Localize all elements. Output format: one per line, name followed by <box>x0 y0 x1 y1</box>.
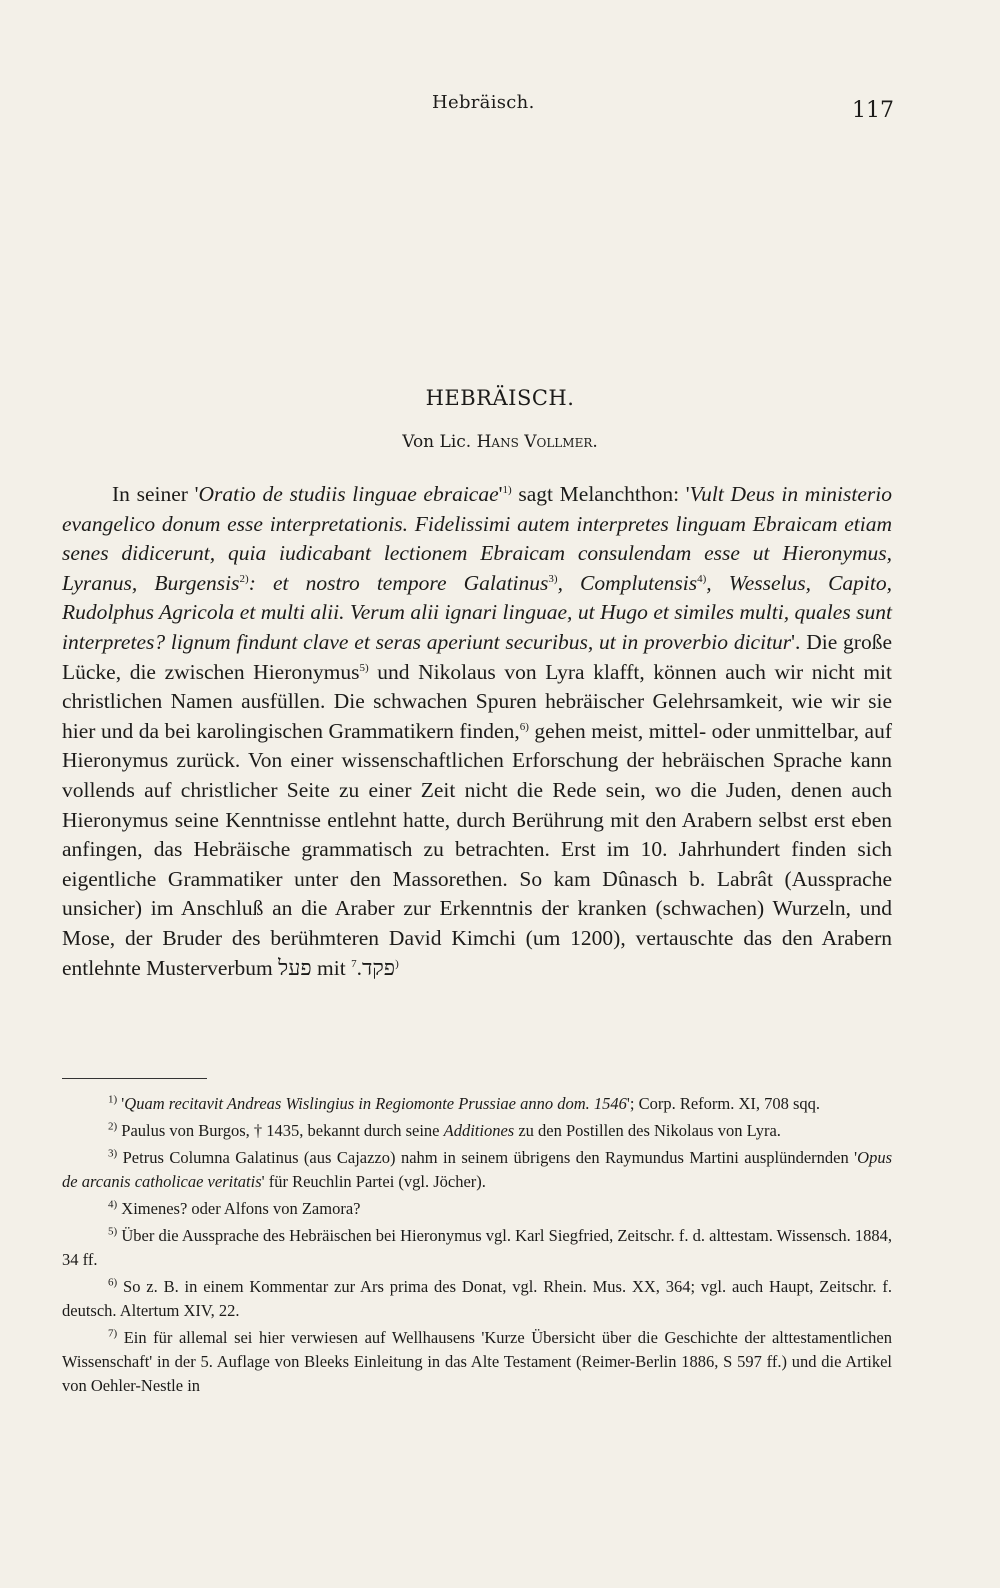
author-name: Hans Vollmer. <box>476 432 598 452</box>
italic-text: , Wesselus, Capito, Rudolphus Agricola et multi alii. Verum alii ignari linguae, ut Hugo et similes multi, quales sunt interpretes? lignum findunt clave et seras aperiunt securibus, ut in proverbio dicitur <box>62 570 892 654</box>
page-number: 117 <box>852 98 894 123</box>
text-run: Ximenes? oder Alfons von Zamora? <box>117 1199 361 1218</box>
footnote-ref: 7) <box>108 1327 118 1340</box>
footnote <box>62 1275 892 1323</box>
text-run: '; Corp. Reform. XI, 708 sqq. <box>626 1094 821 1113</box>
article-byline <box>0 432 1000 452</box>
italic-text: : et nostro tempore Galatinus <box>248 570 549 595</box>
italic-text: Oratio de studiis linguae ebraicae <box>198 482 499 506</box>
italic-text: Quam recitavit Andreas Wislingius in Regiomonte Prussiae anno dom. 1546 <box>124 1094 627 1113</box>
footnote-ref: 2) <box>239 572 249 585</box>
footnote-ref: 5) <box>108 1225 118 1238</box>
italic-text: , Complutensis <box>557 570 698 595</box>
italic-text: Vult Deus in ministerio evangelico donum esse interpretationis. Fidelissimi autem interpretes linguam Ebraicam etiam senes didicerunt, quia iudicabant lectionem Ebraicam consulendam esse ut Hieronymus, Lyranus, Burgensis <box>62 482 892 595</box>
footnote <box>62 1119 892 1143</box>
text-run: sagt Melanchthon: ' <box>511 482 690 506</box>
text-run: zu den Postillen des Nikolaus von Lyra. <box>514 1121 781 1140</box>
text-run: In seiner ' <box>112 482 199 506</box>
text-run: So z. B. in einem Kommentar zur Ars prima des Donat, vgl. Rhein. Mus. XX, 364; vgl. auch Haupt, Zeitschr. f. deutsch. Altertum XIV, 22. <box>62 1277 892 1320</box>
text-run: ' <box>498 482 503 506</box>
text-run: und Nikolaus von Lyra klafft, können auch wir nicht mit christlichen Namen ausfüllen. Die schwachen Spuren hebräischer Gelehrsamkeit, wie wir sie hier und da bei karolingischen Grammatikern finden, <box>62 659 892 743</box>
footnote <box>62 1197 892 1221</box>
footnote <box>62 1224 892 1272</box>
text-run: Paulus von Burgos, † 1435, bekannt durch seine <box>117 1121 444 1140</box>
footnote-ref: 3) <box>108 1147 118 1160</box>
footnote-ref: 3) <box>548 572 558 585</box>
italic-text: Opus de arcanis catholicae veritatis <box>62 1148 892 1191</box>
text-run: ' <box>117 1094 125 1113</box>
footnote <box>62 1326 892 1398</box>
byline-prefix: Von Lic. <box>402 432 472 452</box>
footnote-ref: 1) <box>502 483 512 496</box>
footnote-ref: 1) <box>108 1093 118 1106</box>
footnote-ref: 2) <box>108 1120 118 1133</box>
text-run: Ein für allemal sei hier verwiesen auf Wellhausens 'Kurze Übersicht über die Geschichte der alttestamentlichen Wissenschaft' in der 5. Auflage von Bleeks Einleitung in das Alte Testament (Reimer-Berlin 1886, S 597 ff.) und die Artikel von Oehler-Nestle in <box>62 1328 892 1395</box>
footnote-ref: 5) <box>359 661 369 674</box>
text-run: Petrus Columna Galatinus (aus Cajazzo) nahm in seinem übrigens den Raymundus Martini ausplündernden ' <box>117 1148 858 1167</box>
footnote-rule <box>62 1078 207 1079</box>
text-run: '. Die große Lücke, die zwischen Hieronymus <box>62 629 893 684</box>
article-title: HEBRÄISCH. <box>425 386 575 410</box>
body-text <box>62 480 892 983</box>
footnote <box>62 1092 892 1116</box>
italic-text: Additiones <box>443 1121 515 1140</box>
footnote-ref: 6) <box>108 1276 118 1289</box>
footnote-ref: 4) <box>108 1198 118 1211</box>
text-run: gehen meist, mittel- oder unmittelbar, auf Hieronymus zurück. Von einer wissenschaftlichen Erforschung der hebräischen Sprache kann vollends auf christlicher Seite zu einer Zeit nicht die Rede sein, wo die Juden, denen auch Hieronymus seine Kenntnisse entlehnt hatte, durch Berührung mit den Arabern selbst erst eben anfingen, das Hebräische grammatisch zu betrachten. Erst im 10. Jahrhundert finden sich eigentliche Grammatiker unter den Massorethen. So kam Dûnasch b. Labrât (Aussprache unsicher) im Anschluß an die Araber zur Erkenntnis der kranken (schwachen) Wurzeln, und Mose, der Bruder des berühmteren David Kimchi (um 1200), vertauschte das den Arabern entlehnte Musterverbum פעל mit פקד. <box>62 718 893 980</box>
body-paragraph <box>62 480 892 983</box>
text-run: Über die Aussprache des Hebräischen bei Hieronymus vgl. Karl Siegfried, Zeitschr. f. d. alttestam. Wissensch. 1884, 34 ff. <box>62 1226 892 1269</box>
footnotes <box>62 1092 892 1401</box>
footnote-ref: 4) <box>697 572 707 585</box>
footnote-ref: 7) <box>351 957 399 970</box>
footnote <box>62 1146 892 1194</box>
running-head: Hebräisch. <box>432 92 535 113</box>
text-run: ' für Reuchlin Partei (vgl. Jöcher). <box>261 1172 486 1191</box>
footnote-ref: 6) <box>519 720 529 733</box>
